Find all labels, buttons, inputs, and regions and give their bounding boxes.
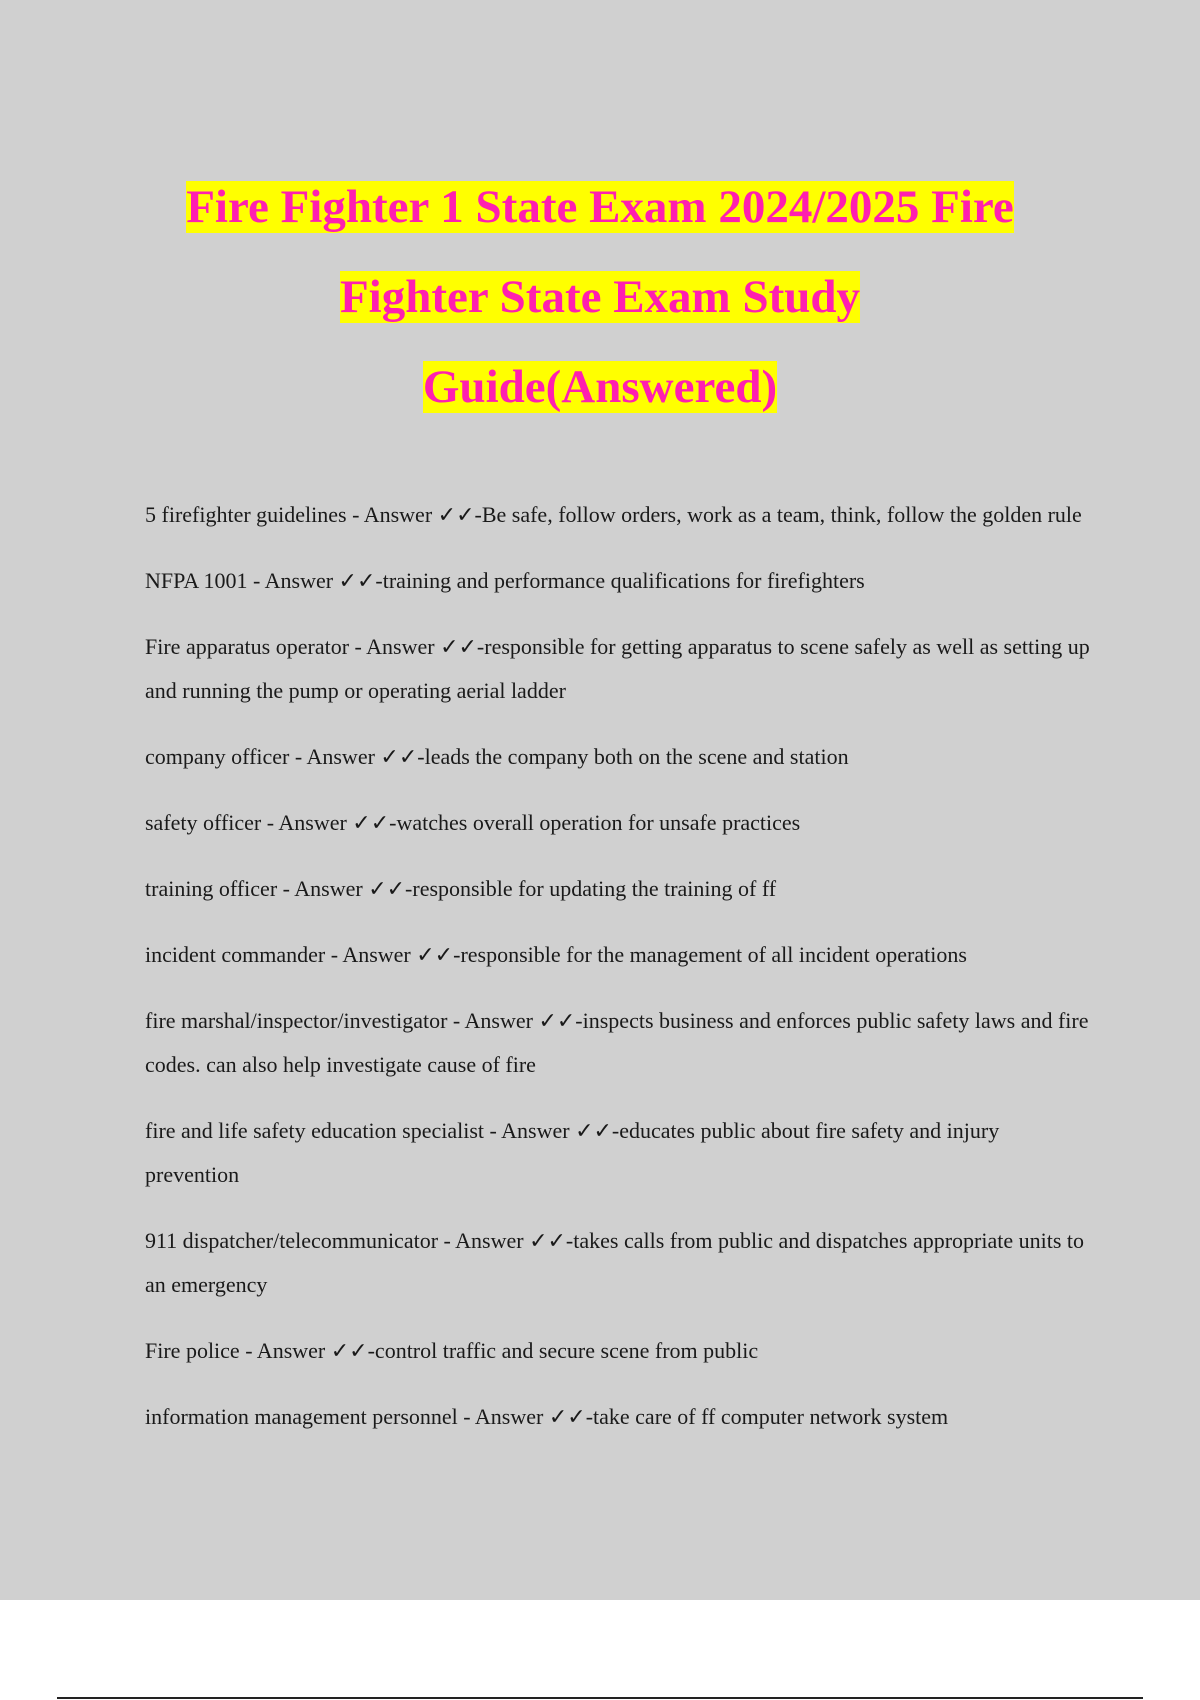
qa-item: Fire apparatus operator - Answer ✓✓-responsible for getting apparatus to scene safely as well as setting up and running the pump or operating aerial ladder bbox=[145, 634, 1090, 703]
title-line-3: Guide(Answered) bbox=[422, 361, 778, 413]
title-line-1: Fire Fighter 1 State Exam 2024/2025 Fire bbox=[186, 181, 1014, 233]
qa-list bbox=[145, 493, 1095, 1458]
qa-item: NFPA 1001 - Answer ✓✓-training and performance qualifications for firefighters bbox=[145, 568, 865, 593]
qa-item: fire marshal/inspector/investigator - Answer ✓✓-inspects business and enforces public safety laws and fire codes. can also help investigate cause of fire bbox=[145, 1008, 1089, 1077]
qa-item: incident commander - Answer ✓✓-responsible for the management of all incident operations bbox=[145, 942, 967, 967]
qa-item: safety officer - Answer ✓✓-watches overall operation for unsafe practices bbox=[145, 810, 801, 835]
title-line-2: Fighter State Exam Study bbox=[339, 271, 861, 323]
footer-divider bbox=[57, 1697, 1143, 1699]
document-title bbox=[120, 162, 1080, 432]
qa-item: training officer - Answer ✓✓-responsible for updating the training of ff bbox=[145, 876, 777, 901]
qa-item: Fire police - Answer ✓✓-control traffic and secure scene from public bbox=[145, 1338, 759, 1363]
qa-item: 911 dispatcher/telecommunicator - Answer ✓✓-takes calls from public and dispatches appropriate units to an emergency bbox=[145, 1228, 1085, 1297]
qa-item: company officer - Answer ✓✓-leads the company both on the scene and station bbox=[145, 744, 849, 769]
qa-item: information management personnel - Answer ✓✓-take care of ff computer network system bbox=[145, 1404, 949, 1429]
qa-item: fire and life safety education specialist - Answer ✓✓-educates public about fire safety and injury prevention bbox=[145, 1118, 1000, 1187]
qa-item: 5 firefighter guidelines - Answer ✓✓-Be safe, follow orders, work as a team, think, follow the golden rule bbox=[145, 502, 1082, 527]
